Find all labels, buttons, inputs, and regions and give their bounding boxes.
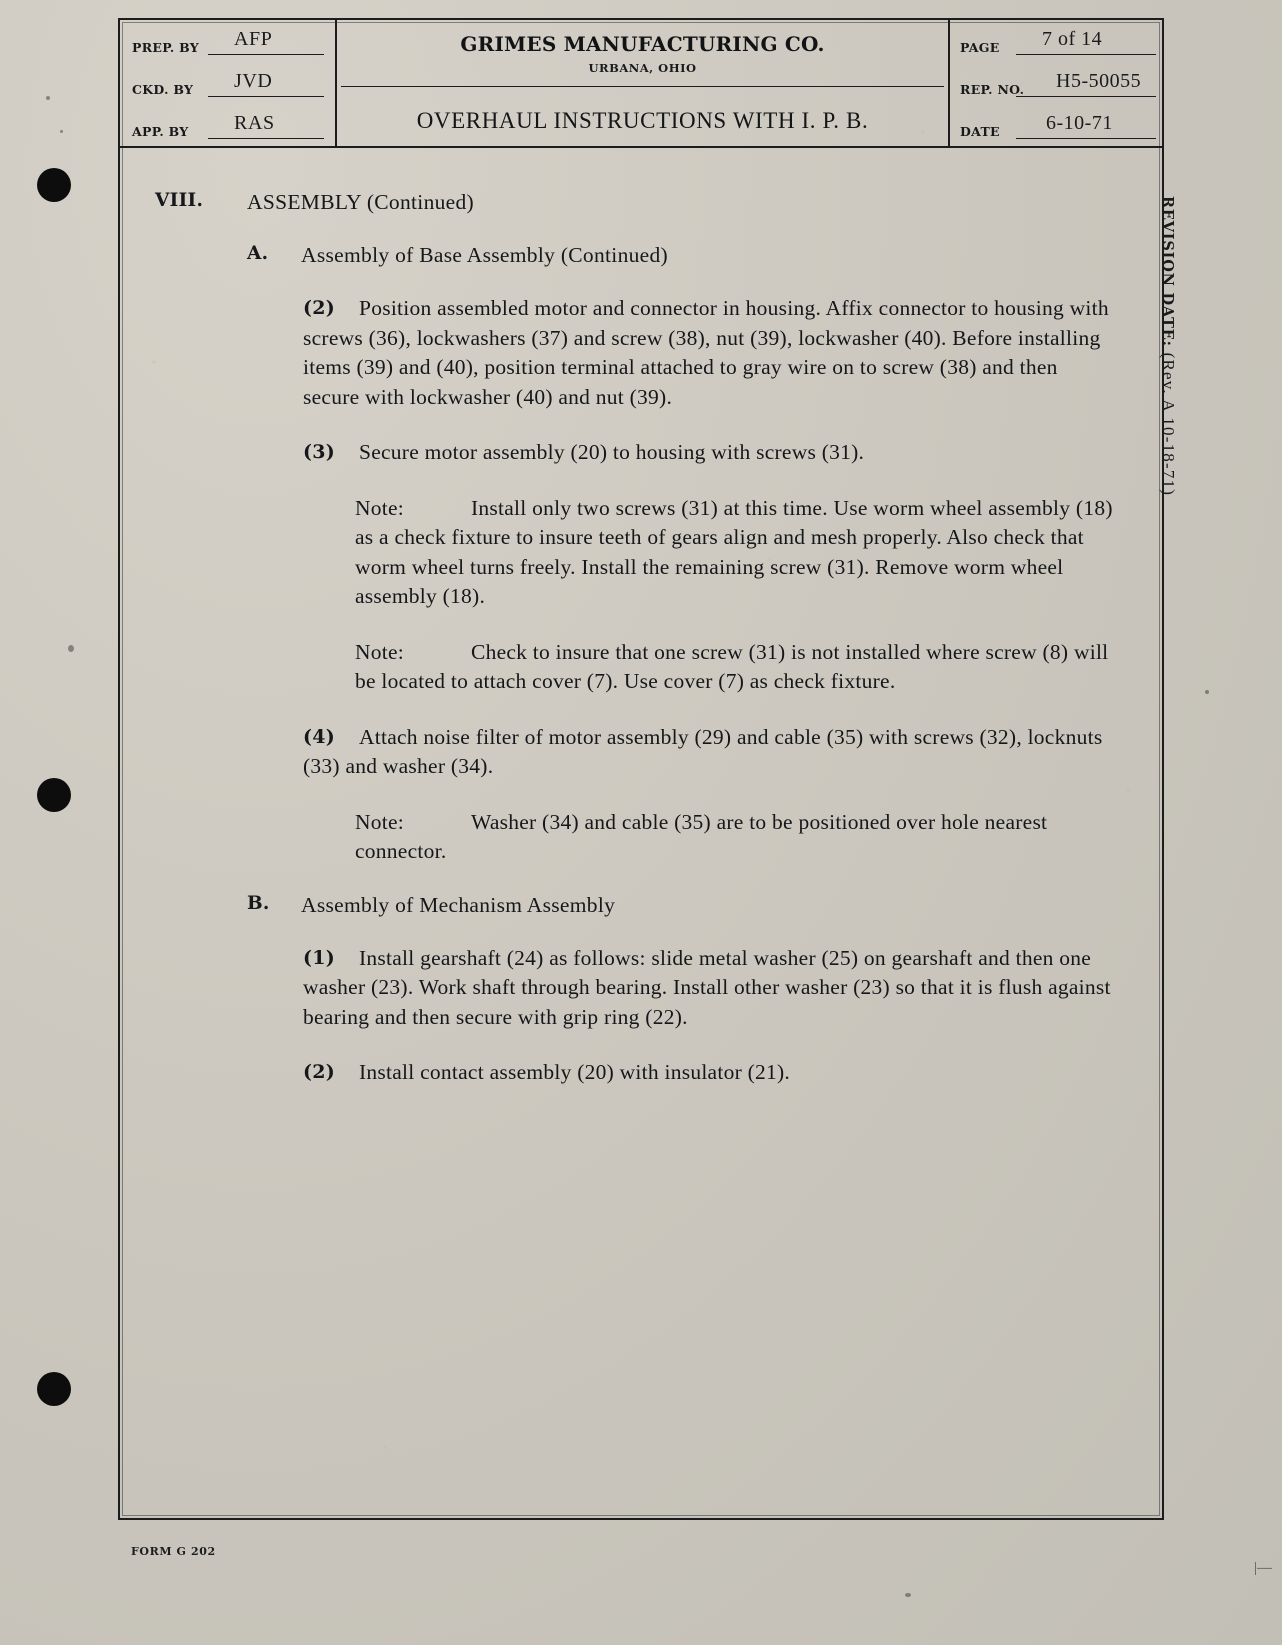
form-number: FORM G 202 <box>131 1545 216 1558</box>
meta-value-date: 6-10-71 <box>1046 112 1113 134</box>
signoff-rule-prep <box>208 54 324 55</box>
signoff-label-prep: PREP. BY <box>132 40 200 55</box>
signoff-value-ckd: JVD <box>234 70 273 92</box>
punch-hole-bottom <box>37 1372 71 1406</box>
revision-date-label: REVISION DATE: <box>1159 196 1176 347</box>
title-block <box>120 20 1162 148</box>
subsection-b-heading <box>247 893 1115 918</box>
note-text: Washer (34) and cable (35) are to be positioned over hole nearest connector. <box>355 809 1048 863</box>
meta-row-page <box>958 20 1158 62</box>
subsection-b-title: Assembly of Mechanism Assembly <box>301 892 616 917</box>
meta-rule-page <box>1016 54 1156 55</box>
title-block-bottom-rule <box>120 146 1162 148</box>
scan-speck <box>60 130 63 133</box>
note-text: Install only two screws (31) at this time. Use worm wheel assembly (18) as a check fixture to insure teeth of gears align and mesh properly. Also check that worm wheel turns freely. Install the remaining screw (31). Remove worm wheel assembly (18). <box>355 495 1113 608</box>
note-block <box>355 638 1115 697</box>
note-label: Note: <box>355 639 405 664</box>
list-item-text: Position assembled motor and connector in housing. Affix connector to housing with screws (36), lockwashers (37) and screw (38), nut (39), lockwasher (40). Before installing items (39) and (40), position terminal attached to gray wire on to screw (38) and then secure with lockwasher (40) and nut (39). <box>303 296 1109 409</box>
meta-rule-date <box>1016 138 1156 139</box>
list-item-number: (2) <box>303 297 335 319</box>
signoff-rule-ckd <box>208 96 324 97</box>
revision-date-value: (Rev. A 10-18-71) <box>1159 352 1178 497</box>
scan-speck <box>68 645 74 652</box>
signoff-rule-app <box>208 138 324 139</box>
section-heading <box>155 190 1115 215</box>
document-meta-group <box>950 20 1162 146</box>
meta-label-date: DATE <box>960 124 1000 139</box>
list-item <box>303 1058 1115 1088</box>
list-item-text: Secure motor assembly (20) to housing with screws (31). <box>359 440 865 464</box>
signoff-group <box>120 20 335 146</box>
company-block <box>337 20 948 146</box>
signoff-value-app: RAS <box>234 112 275 134</box>
list-item-number: (3) <box>303 441 335 463</box>
subsection-a-title: Assembly of Base Assembly (Continued) <box>301 243 669 267</box>
signoff-row-ckd <box>130 62 328 104</box>
page-edge-mark: |— <box>1253 1560 1272 1576</box>
signoff-label-app: APP. BY <box>132 124 189 139</box>
punch-hole-top <box>37 168 71 202</box>
punch-hole-middle <box>37 778 71 812</box>
meta-row-date <box>958 104 1158 146</box>
document-title: OVERHAUL INSTRUCTIONS WITH I. P. B. <box>416 108 869 133</box>
meta-value-report-number: H5-50055 <box>1056 70 1142 92</box>
list-item-number: (1) <box>303 946 335 969</box>
meta-label-page: PAGE <box>960 40 1000 55</box>
signoff-value-prep: AFP <box>234 28 273 50</box>
signoff-row-prep <box>130 20 328 62</box>
subsection-a-heading <box>247 243 1115 268</box>
list-item-number: (2) <box>303 1061 335 1083</box>
scan-speck <box>905 1593 911 1597</box>
note-block <box>355 808 1115 867</box>
note-label: Note: <box>355 495 405 520</box>
page-body <box>155 190 1115 1114</box>
list-item-number: (4) <box>303 725 335 748</box>
subsection-b-number: B. <box>247 892 270 914</box>
company-name: GRIMES MANUFACTURING CO. <box>460 32 825 56</box>
meta-value-page: 7 of 14 <box>1042 28 1103 50</box>
note-text: Check to insure that one screw (31) is not installed where screw (8) will be located to attach cover (7). Use cover (7) as check fixture. <box>355 639 1109 693</box>
revision-date-sidebar <box>1158 196 1178 716</box>
meta-row-report-number <box>958 62 1158 104</box>
meta-rule-report-number <box>1016 96 1156 97</box>
note-label: Note: <box>355 809 405 834</box>
list-item-text: Install contact assembly (20) with insulator (21). <box>359 1060 791 1084</box>
list-item <box>303 294 1115 412</box>
signoff-label-ckd: CKD. BY <box>132 82 194 97</box>
list-item-text: Install gearshaft (24) as follows: slide metal washer (25) on gearshaft and then one washer (23). Work shaft through bearing. Install other washer (23) so that it is flush against bearing and then secure with grip ring (22). <box>303 945 1111 1029</box>
company-city: URBANA, OHIO <box>588 61 697 75</box>
list-item <box>303 438 1115 468</box>
company-block-rule <box>341 86 944 87</box>
signoff-row-app <box>130 104 328 146</box>
section-number: VIII. <box>155 190 204 211</box>
list-item <box>303 944 1115 1033</box>
subsection-a-number: A. <box>247 243 269 264</box>
list-item-text: Attach noise filter of motor assembly (29) and cable (35) with screws (32), locknuts (33) and washer (34). <box>303 724 1103 778</box>
list-item <box>303 723 1115 782</box>
meta-label-report-number: REP. NO. <box>960 82 1025 97</box>
section-title: ASSEMBLY (Continued) <box>247 190 475 214</box>
scan-speck <box>46 96 50 100</box>
scan-speck <box>1205 690 1209 694</box>
note-block <box>355 494 1115 612</box>
